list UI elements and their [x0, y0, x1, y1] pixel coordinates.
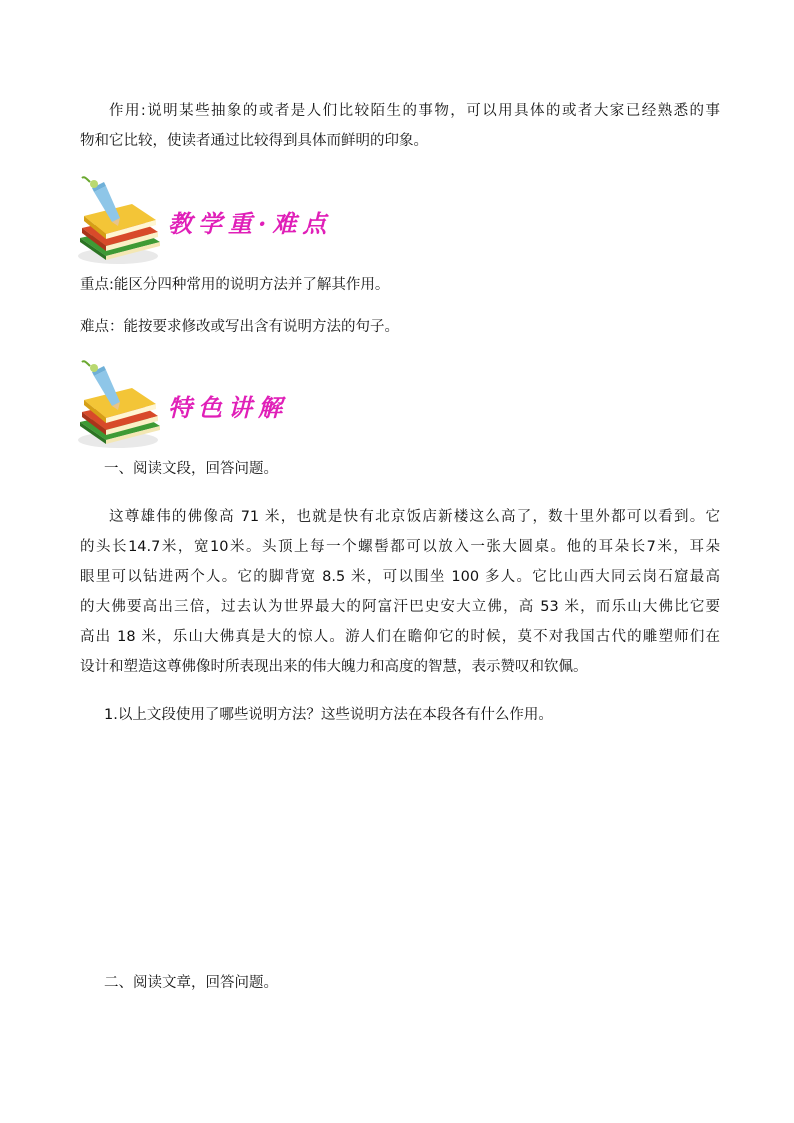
passage-line-3: 眼里可以钻进两个人。它的脚背宽 8.5 米，可以围坐 100 多人。它比山西大同云岗石窟最高 — [80, 569, 720, 585]
passage-line-5: 高出 18 米，乐山大佛真是大的惊人。游人们在瞻仰它的时候，莫不对我国古代的雕塑师们在 — [80, 629, 720, 645]
passage-paragraph — [80, 502, 720, 682]
passage-line-2: 的头长14.7米，宽10米。头顶上每一个螺髻都可以放入一张大圆桌。他的耳朵长7米，耳朵 — [80, 539, 720, 555]
passage-line-6: 设计和塑造这尊佛像时所表现出来的伟大魄力和高度的智慧，表示赞叹和钦佩。 — [80, 659, 588, 675]
books-pencil-icon — [72, 176, 164, 268]
intro-line-2: 物和它比较，使读者通过比较得到具体而鲜明的印象。 — [80, 133, 428, 149]
section-title-explanation: 特色讲解 — [168, 393, 288, 422]
question-1: 1.以上文段使用了哪些说明方法？这些说明方法在本段各有什么作用。 — [104, 707, 553, 723]
section-title-key-points: 教学重·难点 — [168, 209, 333, 238]
passage-line-1: 这尊雄伟的佛像高 71 米，也就是快有北京饭店新楼这么高了，数十里外都可以看到。它 — [109, 509, 720, 525]
key-point-text: 重点:能区分四种常用的说明方法并了解其作用。 — [80, 277, 390, 293]
section-header-explanation — [72, 360, 392, 452]
difficult-point-text: 难点：能按要求修改或写出含有说明方法的句子。 — [80, 319, 399, 335]
task1-heading: 一、阅读文段，回答问题。 — [104, 461, 278, 477]
intro-paragraph — [80, 96, 720, 156]
books-pencil-icon — [72, 360, 164, 452]
task2-heading: 二、阅读文章，回答问题。 — [104, 975, 278, 991]
passage-line-4: 的大佛要高出三倍，过去认为世界最大的阿富汗巴史安大立佛，高 53 米，而乐山大佛比它要 — [80, 599, 720, 615]
intro-line-1: 作用:说明某些抽象的或者是人们比较陌生的事物，可以用具体的或者大家已经熟悉的事 — [109, 103, 720, 119]
section-header-key-points — [72, 176, 392, 268]
